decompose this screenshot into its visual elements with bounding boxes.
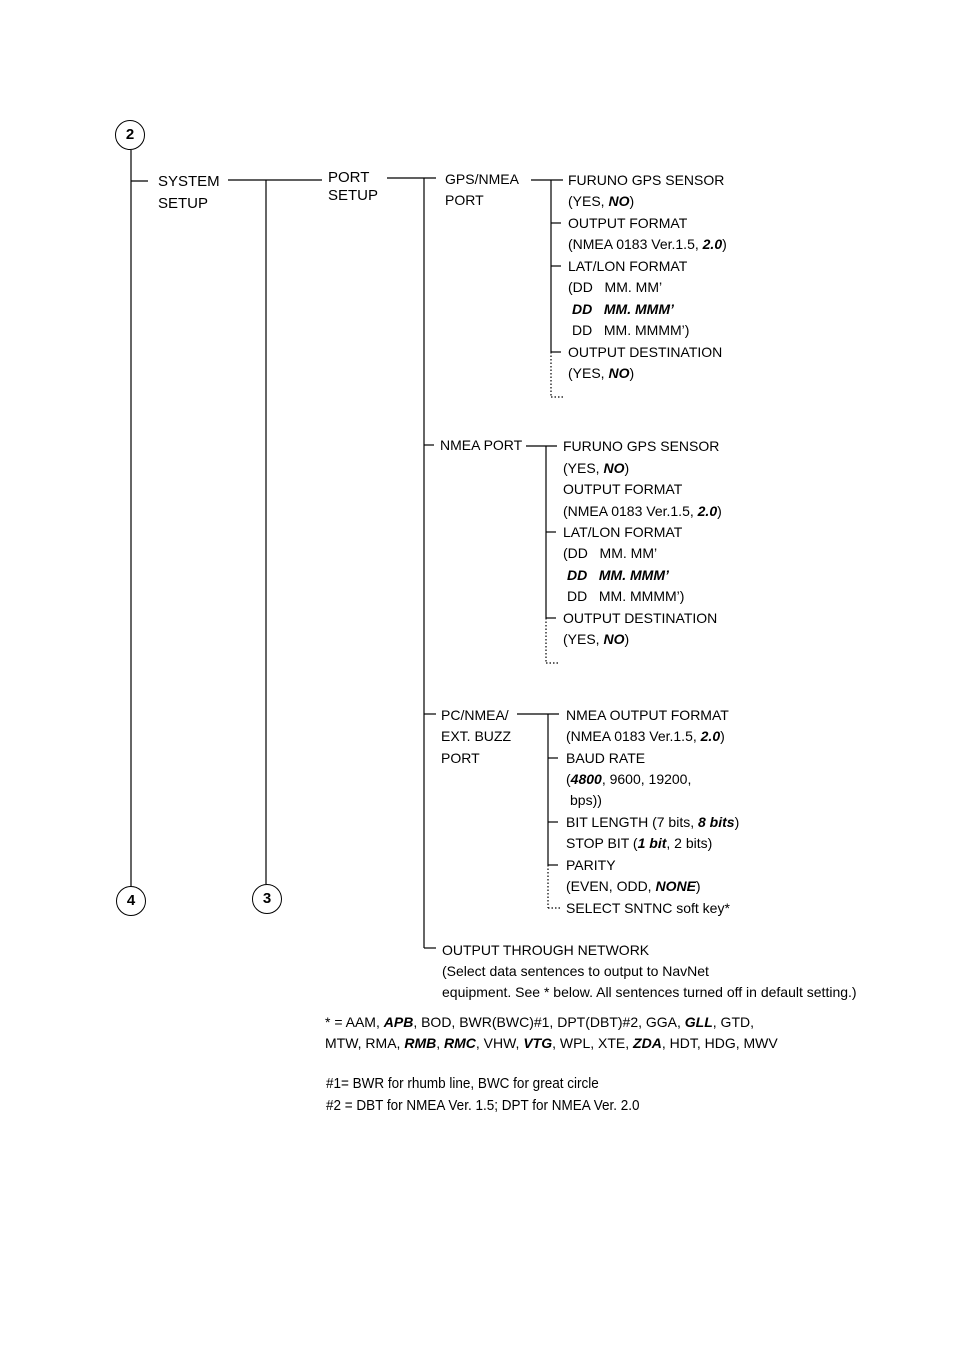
connector-2: 2 xyxy=(115,120,145,150)
pc-baud-rate-options: (4800, 9600, 19200, xyxy=(566,771,692,787)
nmea-port-label: NMEA PORT xyxy=(440,437,523,453)
pc-output-format-options: (NMEA 0183 Ver.1.5, 2.0) xyxy=(566,728,725,744)
network-output-desc-2: equipment. See * below. All sentences turned off in default setting.) xyxy=(442,984,857,1000)
nmea-latlon-format: LAT/LON FORMAT xyxy=(563,524,683,540)
pc-port-label-3: PORT xyxy=(441,750,480,766)
pc-parity-options: (EVEN, ODD, NONE) xyxy=(566,878,701,894)
network-output-desc-1: (Select data sentences to output to NavNet xyxy=(442,963,709,979)
system-setup-label-2: SETUP xyxy=(158,195,209,212)
gps-sensor-options: (YES, NO) xyxy=(568,193,635,209)
pc-stop-bit: STOP BIT (1 bit, 2 bits) xyxy=(566,835,713,851)
nmea-output-destination: OUTPUT DESTINATION xyxy=(563,610,718,626)
pc-port-label-1: PC/NMEA/ xyxy=(441,707,509,723)
sentence-list-line-2: MTW, RMA, RMB, RMC, VHW, VTG, WPL, XTE, ZDA, HDT, HDG, MWV xyxy=(325,1035,778,1051)
gps-destination-options: (YES, NO) xyxy=(568,365,635,381)
connector-4: 4 xyxy=(116,886,146,916)
nmea-furuno-sensor: FURUNO GPS SENSOR xyxy=(563,438,720,454)
network-output-title: OUTPUT THROUGH NETWORK xyxy=(442,942,650,958)
gps-output-format-options: (NMEA 0183 Ver.1.5, 2.0) xyxy=(568,236,727,252)
pc-baud-rate: BAUD RATE xyxy=(566,750,646,766)
port-setup-label-2: SETUP xyxy=(328,187,379,204)
gps-output-destination: OUTPUT DESTINATION xyxy=(568,344,723,360)
nmea-latlon-opt-3: DD MM. MMMM’) xyxy=(567,588,685,604)
nmea-latlon-opt-1: (DD MM. MM’ xyxy=(563,545,658,561)
gps-latlon-opt-3: DD MM. MMMM’) xyxy=(572,322,690,338)
gps-output-format: OUTPUT FORMAT xyxy=(568,215,688,231)
nmea-output-format: OUTPUT FORMAT xyxy=(563,481,683,497)
connector-3: 3 xyxy=(252,884,282,914)
pc-port-label-2: EXT. BUZZ xyxy=(441,728,512,744)
pc-parity: PARITY xyxy=(566,857,616,873)
gps-latlon-opt-1: (DD MM. MM’ xyxy=(568,279,663,295)
gps-port-label-1: GPS/NMEA xyxy=(445,171,519,187)
nmea-sensor-options: (YES, NO) xyxy=(563,460,630,476)
pc-baud-rate-unit: bps)) xyxy=(570,792,602,808)
pc-nmea-output-format: NMEA OUTPUT FORMAT xyxy=(566,707,729,723)
gps-furuno-sensor: FURUNO GPS SENSOR xyxy=(568,172,725,188)
port-setup-label-1: PORT xyxy=(328,169,370,186)
pc-select-sntnc: SELECT SNTNC soft key* xyxy=(566,900,730,916)
pc-bit-length: BIT LENGTH (7 bits, 8 bits) xyxy=(566,814,740,830)
note-1: #1= BWR for rhumb line, BWC for great circle xyxy=(326,1075,599,1092)
nmea-output-format-options: (NMEA 0183 Ver.1.5, 2.0) xyxy=(563,503,722,519)
nmea-destination-options: (YES, NO) xyxy=(563,631,630,647)
system-setup-label-1: SYSTEM xyxy=(158,173,220,190)
gps-port-label-2: PORT xyxy=(445,192,484,208)
sentence-list-line-1: * = AAM, APB, BOD, BWR(BWC)#1, DPT(DBT)#2, GGA, GLL, GTD, xyxy=(325,1014,755,1030)
gps-latlon-opt-2: DD MM. MMM’ xyxy=(572,301,674,317)
gps-latlon-format: LAT/LON FORMAT xyxy=(568,258,688,274)
note-2: #2 = DBT for NMEA Ver. 1.5; DPT for NMEA Ver. 2.0 xyxy=(326,1097,640,1114)
nmea-latlon-opt-2: DD MM. MMM’ xyxy=(567,567,669,583)
